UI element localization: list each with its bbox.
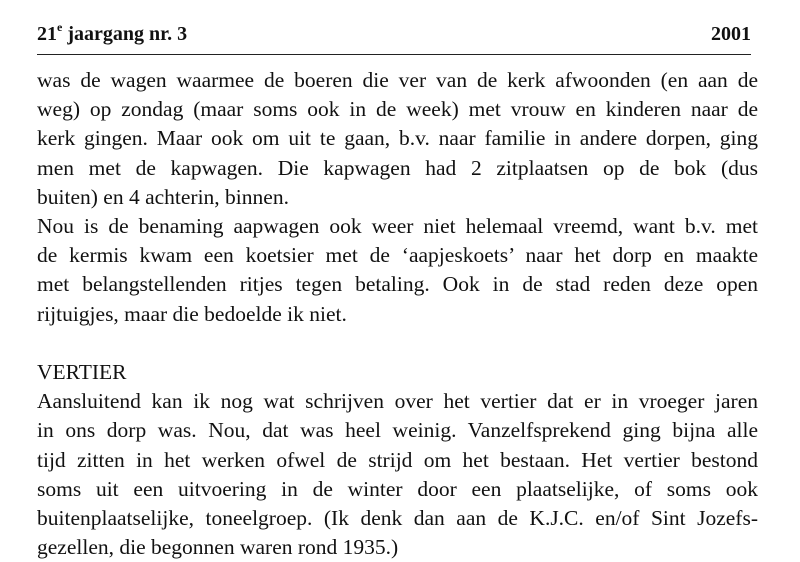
- section-heading: VERTIER: [37, 360, 127, 385]
- text-line: kerk gingen. Maar ook om uit te gaan, b.v. naar familie in andere dorpen, ging: [37, 126, 758, 151]
- publication-year: 2001: [711, 23, 751, 45]
- article-body: [37, 66, 758, 562]
- page-header: [37, 20, 751, 55]
- text-line: met belangstellenden ritjes tegen betaling. Ook in de stad reden deze open: [37, 272, 758, 297]
- text-line: men met de kapwagen. Die kapwagen had 2 zitplaatsen op de bok (dus: [37, 155, 758, 180]
- text-line: buiten) en 4 achterin, binnen.: [37, 184, 289, 209]
- text-line: tijd zitten in het werken ofwel de strijd om het bestaan. Het vertier bestond: [37, 447, 758, 472]
- text-line: was de wagen waarmee de boeren die ver van de kerk afwoonden (en aan de: [37, 68, 758, 92]
- volume-rest: jaargang nr. 3: [62, 23, 188, 45]
- text-line: buitenplaatselijke, toneelgroep. (Ik denk dan aan de K.J.C. en/of Sint Jozefs-: [37, 506, 758, 531]
- text-line: gezellen, die begonnen waren rond 1935.): [37, 535, 399, 560]
- text-line: rijtuigjes, maar die bedoelde ik niet.: [37, 301, 347, 326]
- text-line: soms uit een uitvoering in de winter door een plaatselijke, of soms ook: [37, 476, 758, 501]
- text-line: Nou is de benaming aapwagen ook weer niet helemaal vreemd, want b.v. met: [37, 214, 758, 239]
- text-line: Aansluitend kan ik nog wat schrijven over het vertier dat er in vroeger jaren: [37, 389, 758, 414]
- paragraph-gap: [37, 329, 758, 358]
- volume-issue-label: [37, 20, 187, 48]
- volume-suffix: e: [57, 20, 63, 35]
- text-line: weg) op zondag (maar soms ook in de week) met vrouw en kinderen naar de: [37, 97, 758, 122]
- text-line: in ons dorp was. Nou, dat was heel weinig. Vanzelfsprekend ging bijna alle: [37, 418, 758, 443]
- text-line: de kermis kwam een koetsier met de ‘aapjeskoets’ naar het dorp en maakte: [37, 243, 758, 268]
- volume-number: 21: [37, 23, 57, 45]
